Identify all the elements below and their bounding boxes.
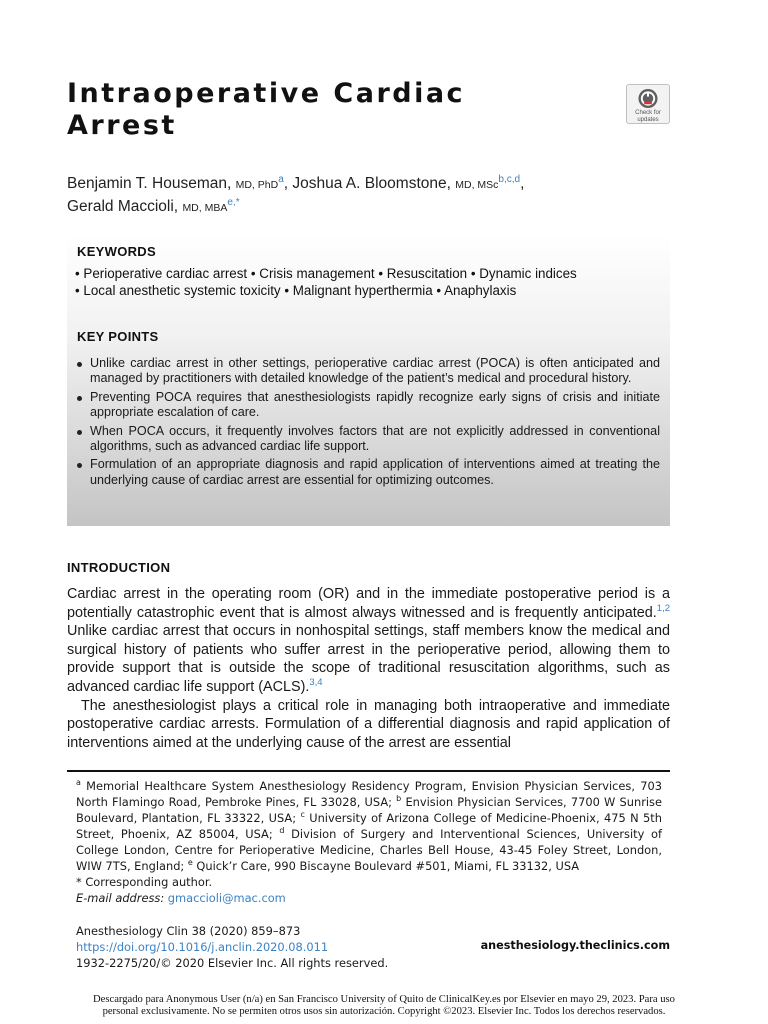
- paragraph: The anesthesiologist plays a critical role in managing both intraoperative and immediate postoperative cardiac arrests. Formulation of a differential diagnosis and rapid application of interventions aimed at the underlying cause of the arrest are essential: [67, 697, 670, 751]
- paragraph: [67, 585, 670, 697]
- key-point-text: Formulation of an appropriate diagnosis and rapid application of interventions aimed at treating the underlying cause of cardiac arrest are essential for optimizing outcomes.: [90, 457, 660, 487]
- author-list: Benjamin T. Houseman, MD, PhD$^a$, Joshua A. Bloomstone, MD, MSc$^{b,c,d}$, Gerald Maccioli, MD, MBA$^{e,*}$: [67, 173, 525, 215]
- footnote-divider: [67, 770, 670, 772]
- author-name: Joshua A. Bloomstone,: [292, 175, 451, 192]
- affiliations-block: [76, 778, 662, 906]
- affiliation-text: Memorial Healthcare System Anesthesiology Residency Program, Envision Physician Services, 703 North Flamingo Road, Pembroke Pines, FL 33028, USA;: [76, 779, 662, 809]
- affiliation-marker: e: [187, 858, 193, 868]
- introduction-body: [67, 585, 670, 752]
- key-point-text: Unlike cardiac arrest in other settings, perioperative cardiac arrest (POCA) is often anticipated and managed by practitioners with detailed knowledge of the patient’s medical and procedural history.: [90, 356, 660, 386]
- author-affiliation-link[interactable]: e,*: [227, 196, 240, 208]
- key-point-text: When POCA occurs, it frequently involves factors that are not explicitly addressed in conventional algorithms, such as advanced cardiac life support.: [90, 423, 660, 454]
- journal-citation: Anesthesiology Clin 38 (2020) 859–873: [76, 924, 301, 938]
- keywords-heading: KEYWORDS: [77, 244, 156, 259]
- email-label: E-mail address:: [76, 891, 165, 905]
- article-title-line2: Arrest: [67, 110, 177, 141]
- affiliation-marker: d: [279, 826, 285, 836]
- author-name: Gerald Maccioli,: [67, 198, 179, 215]
- email-link[interactable]: gmaccioli@mac.com: [167, 891, 286, 905]
- journal-website-link[interactable]: anesthesiology.theclinics.com: [480, 939, 670, 952]
- article-title: [67, 78, 587, 142]
- affiliation-text: Quick’r Care, 990 Biscayne Boulevard #501, Miami, FL 33132, USA: [192, 859, 580, 873]
- paragraph-text: Unlike cardiac arrest that occurs in nonhospital settings, staff members know the medical and surgical history of patients who suffer arrest in the perioperative period, allowing them to provide support that is outside the scope of traditional resuscitation algorithms, such as advanced cardiac life support (ACLS).: [67, 623, 670, 695]
- article-title-line1: Intraoperative Cardiac: [67, 78, 466, 109]
- email-line: [76, 890, 662, 906]
- list-item: [75, 356, 660, 387]
- keywords-keypoints-box: [67, 235, 670, 526]
- download-notice-line2: personal exclusivamente. No se permiten otros usos sin autorización. Copyright ©2023. Elsevier Inc. Todos los derechos reservados.: [102, 1006, 666, 1017]
- author-affiliation-link[interactable]: b,c,d: [498, 173, 521, 185]
- check-updates-icon: [637, 88, 659, 109]
- keywords-line: • Perioperative cardiac arrest • Crisis management • Resuscitation • Dynamic indices: [75, 266, 577, 281]
- paragraph-text: Cardiac arrest in the operating room (OR) and in the immediate postoperative period is a potentially catastrophic event that is almost always witnessed and is frequently anticipated.: [67, 586, 670, 621]
- key-point-text: Preventing POCA requires that anesthesiologists rapidly recognize early signs of crisis and initiate appropriate escalation of care.: [90, 389, 660, 420]
- author-degrees: MD, MSc: [455, 179, 499, 191]
- affiliation-text: University of Arizona College of Medicine-Phoenix, 475 N 5th Street, Phoenix, AZ 85004, USA;: [76, 811, 662, 841]
- author-name: Benjamin T. Houseman,: [67, 175, 232, 192]
- list-item: [75, 424, 660, 455]
- copyright-line: 1932-2275/20/© 2020 Elsevier Inc. All rights reserved.: [76, 956, 389, 970]
- key-points-list: [75, 356, 660, 491]
- keywords-line: • Local anesthetic systemic toxicity • Malignant hyperthermia • Anaphylaxis: [75, 283, 517, 298]
- citation-link[interactable]: 3,4: [309, 677, 323, 689]
- author-degrees: MD, PhD: [235, 179, 279, 191]
- affiliation-text: Division of Surgery and Interventional Sciences, University of College London, Centre for Perioperative Medicine, Charles Bell House, 43-45 Foley Street, London, WIW 7TS, England;: [76, 827, 662, 873]
- affiliation-marker: c: [300, 810, 305, 820]
- badge-label-line1: Check for: [635, 110, 661, 116]
- bullet-icon: [77, 396, 82, 401]
- introduction-heading: INTRODUCTION: [67, 560, 171, 575]
- download-notice: [20, 994, 748, 1018]
- author-affiliation-link[interactable]: a: [278, 173, 284, 185]
- affiliation-marker: b: [396, 794, 402, 804]
- check-for-updates-badge[interactable]: [626, 84, 670, 124]
- affiliation-text: Envision Physician Services, 7700 W Sunrise Boulevard, Plantation, FL 33322, USA;: [76, 795, 662, 825]
- download-notice-line1: Descargado para Anonymous User (n/a) en San Francisco University of Quito de ClinicalKey.es por Elsevier en mayo 29, 2023. Para uso: [93, 994, 675, 1005]
- bullet-icon: [77, 430, 82, 435]
- citation-link[interactable]: 1,2: [656, 602, 670, 614]
- list-item: [75, 457, 660, 488]
- bullet-icon: [77, 463, 82, 468]
- affiliation-marker: a: [76, 778, 81, 788]
- badge-label-line2: updates: [637, 117, 659, 123]
- bullet-icon: [77, 362, 82, 367]
- key-points-heading: KEY POINTS: [77, 329, 159, 344]
- affiliations-text: [76, 778, 662, 874]
- author-degrees: MD, MBA: [182, 202, 228, 214]
- journal-info: [76, 923, 388, 971]
- doi-link[interactable]: https://doi.org/10.1016/j.anclin.2020.08.011: [76, 940, 329, 954]
- corresponding-author: * Corresponding author.: [76, 875, 213, 889]
- list-item: [75, 390, 660, 421]
